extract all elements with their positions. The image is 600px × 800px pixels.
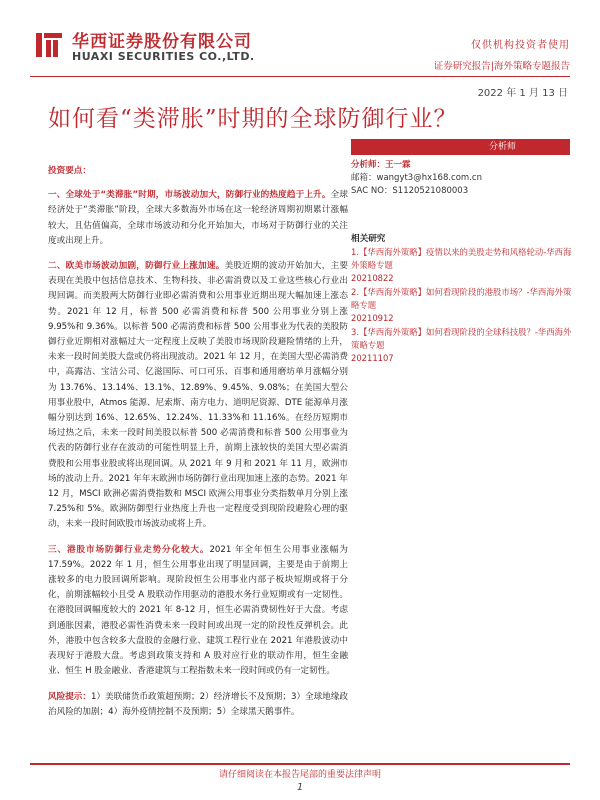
summary-paragraph-3 — [48, 543, 348, 680]
summary-heading-3: 三、港股市场防御行业走势分化较大。 — [48, 544, 210, 555]
header-divider — [30, 76, 570, 77]
analyst-section-bar — [351, 139, 570, 155]
company-name-en: HUAXI SECURITIES CO.,LTD. — [72, 50, 255, 63]
analyst-name: 分析师：王一霖 — [351, 160, 411, 170]
related-item-title[interactable]: 3.【华西海外策略】如何看现阶段的全球科技股？-华西海外策略专题 — [351, 327, 572, 350]
related-item[interactable] — [351, 246, 573, 285]
analyst-sac: SAC NO：S1120521080003 — [351, 186, 469, 196]
summary-body-2: 美股近期的波动开始加大，主要表现在美股中包括信息技术、生物科技、非必需消费以及工业这些核心行业出现回调。而美股两大防御行业即必需消费和公用事业近期出现大幅加速上涨态势。2021 年 12 月，标普 500 必需消费和标普 500 公用事业分别上涨 9.95%和 9.36%。以标普 500 必需消费和标普 500 公用事业为代表的美股防御行业近期相对涨幅过大一定程度上反映了美股市场现阶段避险情绪的上升，未来一段时间美股大盘或仍将出现波动。2021 年 12 月，在美国大型必需消费中，高露洁、宝洁公司、亿滋国际、可口可乐、百事和通用磨坊单月涨幅分别为 13.76%、13.14%、13.1%、12.89%、9.45%、9.08%；在美国大型公用事业股中，Atmos 能源、尼索斯、南方电力、道明尼资源、DTE 能源单月涨幅分别达到 16%、12.65%、12.24%、11.33%和 11.16%。在经历短期市场过热之后，未来一段时间美股以标普 500 必需消费和标普 500 公用事业为代表的防御行业存在波动的可能性明显上升，前期上涨较快的美国大型必需消费股和公用事业股或将出现回调。从 2021 年 9 月和 2021 年 11 月，欧洲市场的波动上升。2021 年年末欧洲市场防御行业出现加速上涨的态势。2021 年 12 月，MSCI 欧洲必需消费指数和 MSCI 欧洲公用事业分类指数单月分别上涨 7.25%和 5%。欧洲防御型行业热度上升也一定程度受到现阶段避险心理的驱动，未来一段时间欧股市场波动或将上升。 — [48, 261, 348, 530]
footer-divider — [30, 763, 570, 765]
report-title: 如何看“类滞胀”时期的全球防御行业？ — [48, 106, 458, 132]
page-number: 1 — [296, 782, 304, 793]
analyst-section-label: 分析师 — [488, 142, 516, 152]
summary-body-1: 全球经济处于“类滞胀”阶段，全球大多数海外市场在这一轮经济周期初期累计涨幅较大，且估值偏高，全球市场波动和分化开始加大，市场对于防御行业的关注度或出现上升。 — [48, 190, 348, 246]
summary-paragraph-2 — [48, 259, 348, 533]
company-name-cn: 华西证券股份有限公司 — [72, 32, 252, 52]
audience-note: 仅供机构投资者使用 — [471, 40, 570, 51]
related-research-list — [351, 246, 573, 366]
related-item-date: 20210912 — [351, 313, 394, 323]
company-logo-icon — [34, 30, 64, 60]
summary-heading-1: 一、全球处于“类滞胀”时期，市场波动加大，防御行业的热度趋于上升。 — [48, 190, 331, 201]
summary-column — [48, 164, 348, 730]
related-research-label: 相关研究 — [351, 234, 386, 244]
risk-paragraph — [48, 690, 348, 720]
related-item[interactable] — [351, 286, 573, 325]
summary-body-3: 2021 年全年恒生公用事业涨幅为 17.59%。2022 年 1 月，恒生公用事业出现了明显回调，主要是由于前期上涨较多的电力股回调所影响。现阶段恒生公用事业内部子板块短期或将于分化，前期涨幅较小且受 A 股联动作用驱动的港股水务行业短期或有一定韧性。在港股回调幅度较大的 2021 年 8-12 月，恒生必需消费韧性好于大盘。考虑到通胀因素，港股必需性消费未来一段时间或出现一定的阶段性反弹机会。此外，港股中包含较多大盘股的金融行业、建筑工程行业在 2021 年港股波动中表现好于港股大盘。考虑到政策支持和 A 股对应行业的联动作用，恒生金融业、恒生 H 股金融业、香港建筑与工程指数未来一段时间或仍有一定韧性。 — [48, 544, 348, 677]
related-item-date: 20210822 — [351, 273, 394, 283]
report-type: 证券研究报告|海外策略专题报告 — [433, 61, 570, 72]
related-item-title[interactable]: 1.【华西海外策略】疫情以来的美股走势和风格轮动-华西海外策略专题 — [351, 247, 572, 270]
risk-label: 风险提示： — [48, 691, 91, 702]
related-item-title[interactable]: 2.【华西海外策略】如何看现阶段的港股市场？-华西海外策略专题 — [351, 287, 572, 310]
analyst-email[interactable]: 邮箱：wangyt3@hx168.com.cn — [351, 173, 482, 183]
risk-body: 1）美联储货币政策超预期；2）经济增长不及预期；3）全球地缘政治风险的加剧；4）海外疫情控制不及预期；5）全球黑天鹅事件。 — [48, 691, 349, 717]
related-item-date: 20211107 — [351, 353, 394, 363]
summary-label: 投资要点： — [48, 166, 91, 176]
legal-notice: 请仔细阅读在本报告尾部的重要法律声明 — [218, 770, 381, 780]
analyst-info — [351, 155, 570, 198]
summary-paragraph-1 — [48, 188, 348, 249]
summary-heading-2: 二、欧美市场波动加剧，防御行业上涨加速。 — [48, 261, 225, 272]
report-date: 2022 年 1 月 13 日 — [477, 88, 568, 99]
related-item[interactable] — [351, 326, 573, 365]
